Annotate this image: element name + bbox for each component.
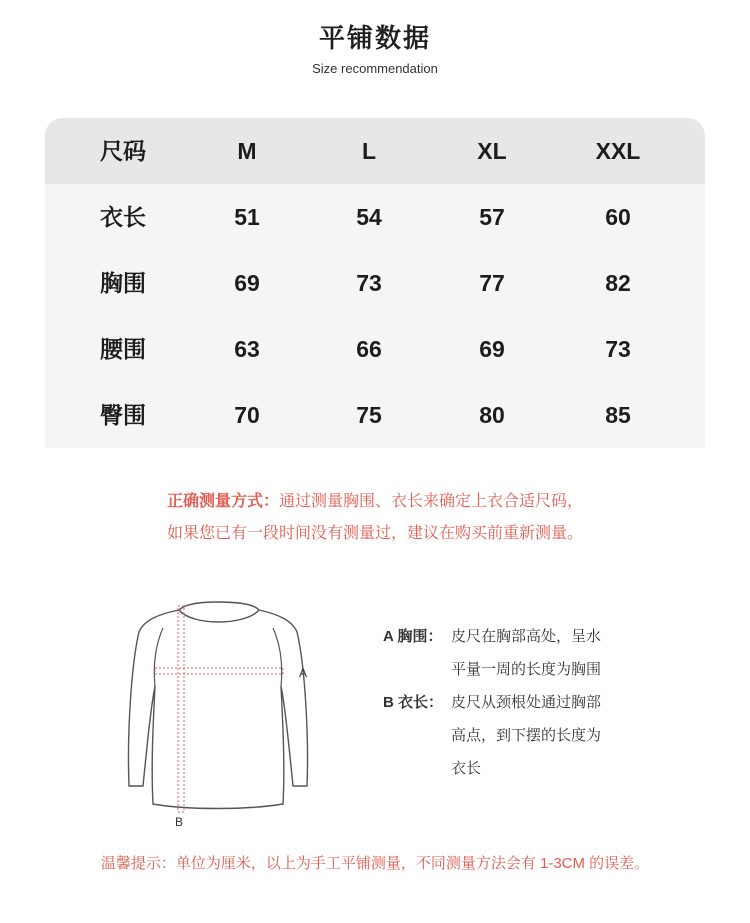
header-cell-xxl: XXL bbox=[595, 138, 641, 164]
header-cell-l: L bbox=[361, 138, 377, 164]
measurement-method-line1 bbox=[45, 486, 705, 518]
size-table-header-row bbox=[45, 118, 705, 184]
legend-chest-line1: 皮尺在胸部高处，呈水 bbox=[451, 628, 602, 645]
method-text-1: 通过测量胸围、衣长来确定上衣合适尺码， bbox=[279, 493, 584, 510]
length-measure-line bbox=[178, 606, 184, 812]
table-cell: 73 bbox=[605, 336, 631, 362]
page-header bbox=[0, 18, 750, 78]
shirt-neckline bbox=[179, 610, 259, 622]
table-row bbox=[45, 184, 705, 250]
table-cell: 70 bbox=[234, 402, 260, 428]
marker-a: A bbox=[299, 666, 308, 680]
page-title: 平铺数据 bbox=[318, 23, 431, 53]
row-label: 衣长 bbox=[100, 204, 146, 230]
shirt-outline bbox=[128, 602, 307, 809]
table-cell: 63 bbox=[234, 336, 260, 362]
shirt-sleeve-seam-left bbox=[154, 628, 163, 686]
row-label: 腰围 bbox=[100, 336, 146, 362]
header-cell-size: 尺码 bbox=[100, 138, 146, 164]
measurement-method bbox=[45, 486, 705, 550]
legend-length bbox=[383, 686, 631, 785]
marker-b: B bbox=[175, 815, 184, 826]
legend-chest bbox=[383, 620, 631, 686]
table-row bbox=[45, 382, 705, 448]
footer-note: 温馨提示：单位为厘米，以上为手工平铺测量，不同测量方法会有 1-3CM 的误差。 bbox=[100, 855, 650, 872]
table-cell: 51 bbox=[234, 204, 260, 230]
table-cell: 77 bbox=[479, 270, 505, 296]
legend-length-line1: 皮尺从颈根处通过胸部 bbox=[451, 694, 602, 711]
table-row bbox=[45, 316, 705, 382]
header-cell-m: M bbox=[237, 138, 257, 164]
legend-length-key: B 衣长： bbox=[383, 694, 444, 711]
method-label: 正确测量方式： bbox=[166, 493, 279, 510]
page-subtitle: Size recommendation bbox=[312, 61, 438, 76]
legend-chest-line2: 平量一周的长度为胸围 bbox=[451, 661, 602, 678]
legend-length-line2: 高点，到下摆的长度为 bbox=[451, 727, 602, 744]
shirt-sleeve-seam-right bbox=[273, 628, 282, 686]
size-card bbox=[45, 118, 705, 838]
table-cell: 69 bbox=[234, 270, 260, 296]
legend-length-line3: 衣长 bbox=[451, 760, 482, 777]
row-label: 胸围 bbox=[100, 270, 146, 296]
method-text-2: 如果您已有一段时间没有测量过，建议在购买前重新测量。 bbox=[166, 525, 583, 542]
legend-chest-key: A 胸围： bbox=[383, 628, 443, 645]
table-cell: 60 bbox=[605, 204, 631, 230]
table-cell: 75 bbox=[356, 402, 382, 428]
shirt-diagram bbox=[117, 596, 317, 826]
table-cell: 69 bbox=[479, 336, 505, 362]
table-cell: 66 bbox=[356, 336, 382, 362]
header-cell-xl: XL bbox=[477, 138, 507, 164]
table-cell: 80 bbox=[479, 402, 505, 428]
table-row bbox=[45, 250, 705, 316]
table-cell: 85 bbox=[605, 402, 631, 428]
measurement-legend bbox=[383, 620, 631, 785]
table-cell: 82 bbox=[605, 270, 631, 296]
table-cell: 57 bbox=[479, 204, 505, 230]
chest-measure-line bbox=[155, 668, 283, 674]
measurement-guide bbox=[45, 448, 705, 838]
table-cell: 73 bbox=[356, 270, 382, 296]
table-cell: 54 bbox=[356, 204, 382, 230]
row-label: 臀围 bbox=[100, 402, 146, 428]
